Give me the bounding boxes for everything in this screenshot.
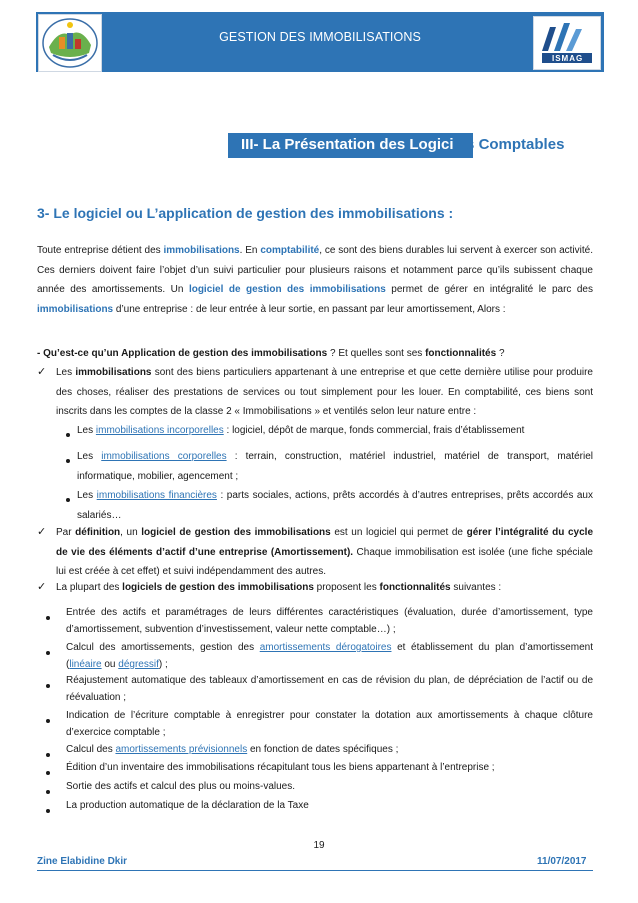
term-logiciel: logiciel de gestion des immobilisations bbox=[188, 284, 386, 295]
question-line: - Qu’est-ce qu’un Application de gestion des immobilisations ? Et quelles sont ses fonctionnalités ? bbox=[37, 348, 505, 359]
link-amortissements-derogatoires[interactable]: amortissements dérogatoires bbox=[259, 642, 392, 653]
school-crest-logo-icon bbox=[38, 14, 102, 72]
link-lineaire[interactable]: linéaire bbox=[69, 659, 102, 670]
link-immobilisations-corporelles[interactable]: immobilisations corporelles bbox=[101, 451, 227, 462]
list-item: Indication de l’écriture comptable à enregistrer pour constater la dotation aux amortissements à chaque clôture d’exercice comptable ; bbox=[66, 710, 593, 738]
intro-paragraph: Toute entreprise détient des immobilisations. En comptabilité, ce sont des biens durables lui servent à exercer son activité. Ces derniers doivent faire l’objet d’un suivi particulier pour plusieurs raisons et notamment parce qu’ils subissent chaque année des amortissements. Un logiciel de gestion des immobilisations permet de gérer en intégralité le parc des immobilisations d’une entreprise : de leur entrée à leur sortie, en passant par leur amortissement, Alors : bbox=[37, 245, 593, 315]
term-comptabilite: comptabilité bbox=[260, 245, 320, 256]
bullet-icon bbox=[46, 771, 50, 775]
bullet-icon bbox=[66, 459, 70, 463]
bullet-icon bbox=[66, 498, 70, 502]
term-immobilisations: immobilisations bbox=[163, 245, 240, 256]
footer-date: 11/07/2017 bbox=[537, 856, 587, 867]
link-degressif[interactable]: dégressif bbox=[118, 659, 159, 670]
page-number: 19 bbox=[313, 840, 325, 851]
bullet-icon bbox=[46, 719, 50, 723]
list-item: Calcul des amortissements, gestion des amortissements dérogatoires et établissement du plan d’amortissement (linéaire ou dégressif) ; bbox=[66, 642, 593, 670]
ismag-logo-icon bbox=[533, 16, 601, 70]
immobilisations-definition: Les immobilisations sont des biens particuliers appartenant à une entreprise et que cette dernière utilise pour produire des choses, réaliser des prestations de services ou tout simplement pour les louer. En comptabilité, ces biens sont inscrits dans les comptes de la classe 2 « Immobilisations » et ventilés selon leur nature entre : bbox=[56, 367, 593, 417]
list-item: La production automatique de la déclaration de la Taxe bbox=[66, 800, 309, 811]
link-amortissements-previsionnels[interactable]: amortissements prévisionnels bbox=[115, 744, 248, 755]
checkmark-icon: ✓ bbox=[37, 581, 47, 593]
logiciel-definition: Par définition, un logiciel de gestion des immobilisations est un logiciel qui permet de gérer l’intégralité du cycle de vie des éléments d’actif d’une entreprise (Amortissement). Chaque immobilisation est isolée (une fiche spéciale lui est créée à cet effet) et suivi indépendamment des autres. bbox=[56, 527, 594, 577]
link-immobilisations-incorporelles[interactable]: immobilisations incorporelles bbox=[95, 425, 224, 436]
bullet-icon bbox=[46, 684, 50, 688]
document-title: GESTION DES IMMOBILISATIONS bbox=[219, 30, 421, 44]
bullet-icon bbox=[66, 433, 70, 437]
subsection-heading: 3- Le logiciel ou L’application de gestion des immobilisations : bbox=[37, 205, 454, 221]
checkmark-icon: ✓ bbox=[37, 526, 47, 538]
list-item: Les immobilisations financières : parts sociales, actions, prêts accordés à d’autres entreprises, prêts accordés aux salariés… bbox=[77, 490, 593, 521]
bullet-icon bbox=[46, 616, 50, 620]
section-title-main: III- La Présentation des Logici bbox=[241, 136, 454, 153]
list-item: Entrée des actifs et paramétrages de leurs différentes caractéristiques (évaluation, durée d’amortissement, type d’amortissement, subvention d’investissement, valeur nette comptable…) ; bbox=[66, 607, 593, 635]
footer-divider bbox=[37, 870, 593, 871]
section-title-tail: els Comptables bbox=[453, 136, 565, 153]
bullet-icon bbox=[46, 790, 50, 794]
list-item: Les immobilisations incorporelles : logiciel, dépôt de marque, fonds commercial, frais d’établissement bbox=[77, 425, 525, 436]
ismag-logo-text: ISMAG bbox=[552, 54, 584, 63]
bullet-icon bbox=[46, 753, 50, 757]
term-immobilisations-2: immobilisations bbox=[37, 303, 114, 315]
footer-author: Zine Elabidine Dkir bbox=[37, 856, 128, 867]
features-intro: La plupart des logiciels de gestion des immobilisations proposent les fonctionnalités suivantes : bbox=[56, 582, 502, 593]
bullet-icon bbox=[46, 651, 50, 655]
list-item: Les immobilisations corporelles : terrain, construction, matériel industriel, matériel de transport, matériel informatique, mobilier, agencement ; bbox=[77, 451, 593, 482]
list-item: Sortie des actifs et calcul des plus ou moins-values. bbox=[66, 781, 295, 792]
checkmark-icon: ✓ bbox=[37, 366, 47, 378]
list-item: Calcul des amortissements prévisionnels en fonction de dates spécifiques ; bbox=[66, 744, 399, 755]
bullet-icon bbox=[46, 809, 50, 813]
list-item: Édition d’un inventaire des immobilisations récapitulant tous les biens appartenant à l’entreprise ; bbox=[66, 762, 495, 773]
section-title bbox=[241, 136, 564, 153]
link-immobilisations-financieres[interactable]: immobilisations financières bbox=[96, 490, 217, 501]
list-item: Réajustement automatique des tableaux d’amortissement en cas de révision du plan, de dépréciation de l’actif ou de réévaluation ; bbox=[66, 675, 593, 703]
